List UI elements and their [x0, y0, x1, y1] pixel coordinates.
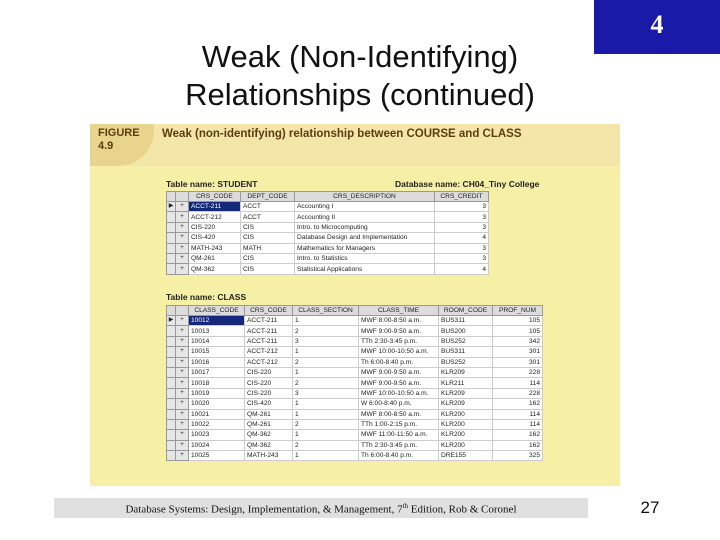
table-cell[interactable]: 10022: [189, 419, 245, 429]
expand-icon[interactable]: +: [176, 419, 189, 429]
table-cell[interactable]: ACCT-212: [245, 357, 293, 367]
table-row[interactable]: [167, 212, 489, 222]
expand-icon[interactable]: +: [176, 243, 189, 253]
table-cell[interactable]: 10025: [189, 451, 245, 461]
slide-title-line-1: Weak (Non-Identifying): [201, 39, 519, 74]
student-table-name: Table name: STUDENT: [166, 179, 258, 189]
record-selector[interactable]: [167, 399, 176, 409]
table-cell[interactable]: W 6:00-8:40 p.m.: [359, 399, 439, 409]
table-cell[interactable]: 3: [435, 253, 489, 263]
table-cell[interactable]: 10023: [189, 430, 245, 440]
table-cell[interactable]: 2: [293, 326, 359, 336]
table-cell[interactable]: 1: [293, 367, 359, 377]
expand-icon[interactable]: +: [176, 440, 189, 450]
table-cell[interactable]: Th 6:00-8:40 p.m.: [359, 451, 439, 461]
table-cell[interactable]: ACCT-211: [245, 316, 293, 326]
record-selector[interactable]: [167, 326, 176, 336]
column-header[interactable]: PROF_NUM: [493, 306, 543, 316]
table-cell[interactable]: 10021: [189, 409, 245, 419]
table-cell[interactable]: 10014: [189, 336, 245, 346]
table-cell[interactable]: 10016: [189, 357, 245, 367]
table-cell[interactable]: MWF 8:00-8:50 a.m.: [359, 316, 439, 326]
table-cell[interactable]: 2: [293, 357, 359, 367]
record-selector[interactable]: [167, 253, 176, 263]
table-cell[interactable]: Mathematics for Managers: [295, 243, 435, 253]
table-cell[interactable]: MWF 9:00-9:50 a.m.: [359, 367, 439, 377]
row-selector-header: [167, 192, 176, 202]
table-cell[interactable]: ACCT: [241, 212, 295, 222]
table-cell[interactable]: 228: [493, 367, 543, 377]
record-selector[interactable]: [167, 430, 176, 440]
table-cell[interactable]: KLR211: [439, 378, 493, 388]
table-cell[interactable]: Database Design and Implementation: [295, 233, 435, 243]
footer-text-before: Database Systems: Design, Implementation, & Management, 7: [125, 503, 403, 516]
table-cell[interactable]: Accounting II: [295, 212, 435, 222]
current-record-arrow-icon[interactable]: ▶: [167, 316, 176, 326]
table-cell[interactable]: ACCT: [241, 202, 295, 212]
table-row[interactable]: [167, 316, 543, 326]
table-cell[interactable]: 162: [493, 399, 543, 409]
table-cell[interactable]: Accounting I: [295, 202, 435, 212]
record-selector[interactable]: [167, 233, 176, 243]
class-table: [166, 305, 543, 461]
table-row[interactable]: [167, 202, 489, 212]
table-cell[interactable]: 3: [435, 202, 489, 212]
table-cell[interactable]: CIS-220: [245, 388, 293, 398]
figure-label-word: FIGURE: [98, 127, 140, 139]
table-cell[interactable]: 114: [493, 419, 543, 429]
figure-label-number: 4.9: [98, 140, 114, 152]
table-row[interactable]: [167, 326, 543, 336]
table-cell[interactable]: MWF 10:00-10:50 a.m.: [359, 388, 439, 398]
table-cell[interactable]: 301: [493, 347, 543, 357]
table-cell[interactable]: CIS: [241, 222, 295, 232]
table-row[interactable]: [167, 222, 489, 232]
table-cell[interactable]: 325: [493, 451, 543, 461]
table-cell[interactable]: KLR209: [439, 399, 493, 409]
table-row[interactable]: [167, 253, 489, 263]
record-selector[interactable]: [167, 451, 176, 461]
column-header[interactable]: CRS_CODE: [189, 192, 241, 202]
table-cell[interactable]: QM-362: [189, 264, 241, 274]
table-cell[interactable]: MWF 9:00-9:50 a.m.: [359, 326, 439, 336]
table-row[interactable]: [167, 233, 489, 243]
table-cell[interactable]: CIS-220: [245, 378, 293, 388]
table-cell[interactable]: KLR200: [439, 430, 493, 440]
row-selector-header: [176, 192, 189, 202]
column-header[interactable]: CRS_CODE: [245, 306, 293, 316]
table-cell[interactable]: 1: [293, 316, 359, 326]
column-header[interactable]: CRS_CREDIT: [435, 192, 489, 202]
table-cell[interactable]: DRE155: [439, 451, 493, 461]
table-cell[interactable]: Intro. to Statistics: [295, 253, 435, 263]
expand-icon[interactable]: +: [176, 367, 189, 377]
table-cell[interactable]: 2: [293, 419, 359, 429]
expand-icon[interactable]: +: [176, 316, 189, 326]
table-cell[interactable]: BUS311: [439, 316, 493, 326]
record-selector[interactable]: [167, 388, 176, 398]
table-cell[interactable]: Th 6:00-8:40 p.m.: [359, 357, 439, 367]
table-cell[interactable]: CIS: [241, 233, 295, 243]
footer-citation: [54, 502, 588, 516]
record-selector[interactable]: [167, 419, 176, 429]
table-cell[interactable]: 3: [435, 222, 489, 232]
figure-panel: [90, 124, 620, 486]
expand-icon[interactable]: +: [176, 388, 189, 398]
table-row[interactable]: [167, 451, 543, 461]
table-row[interactable]: [167, 347, 543, 357]
expand-icon[interactable]: +: [176, 212, 189, 222]
record-selector[interactable]: [167, 378, 176, 388]
table-cell[interactable]: TTh 2:30-3:45 p.m.: [359, 336, 439, 346]
table-cell[interactable]: ACCT-212: [189, 212, 241, 222]
table-cell[interactable]: CIS-420: [189, 233, 241, 243]
table-cell[interactable]: KLR200: [439, 409, 493, 419]
record-selector[interactable]: [167, 347, 176, 357]
record-selector[interactable]: [167, 243, 176, 253]
table-cell[interactable]: TTh 1:00-2:15 p.m.: [359, 419, 439, 429]
table-row[interactable]: [167, 399, 543, 409]
table-cell[interactable]: 228: [493, 388, 543, 398]
column-header[interactable]: CLASS_TIME: [359, 306, 439, 316]
table-cell[interactable]: MWF 9:00-9:50 a.m.: [359, 378, 439, 388]
table-cell[interactable]: 3: [435, 212, 489, 222]
row-selector-header: [176, 306, 189, 316]
table-cell[interactable]: ACCT-212: [245, 347, 293, 357]
table-row[interactable]: [167, 378, 543, 388]
expand-icon[interactable]: +: [176, 430, 189, 440]
table-cell[interactable]: BUS200: [439, 326, 493, 336]
expand-icon[interactable]: +: [176, 253, 189, 263]
record-selector[interactable]: [167, 264, 176, 274]
table-cell[interactable]: CIS-420: [245, 399, 293, 409]
table-cell[interactable]: 1: [293, 409, 359, 419]
record-selector[interactable]: [167, 212, 176, 222]
table-cell[interactable]: MATH: [241, 243, 295, 253]
table-cell[interactable]: KLR200: [439, 440, 493, 450]
table-cell[interactable]: KLR209: [439, 388, 493, 398]
table-cell[interactable]: 301: [493, 357, 543, 367]
table-cell[interactable]: Statistical Applications: [295, 264, 435, 274]
table-cell[interactable]: MWF 10:00-10:50 a.m.: [359, 347, 439, 357]
class-table-name: Table name: CLASS: [166, 292, 247, 302]
page-number: 27: [640, 498, 660, 517]
table-cell[interactable]: MATH-243: [245, 451, 293, 461]
column-header[interactable]: CLASS_SECTION: [293, 306, 359, 316]
table-cell[interactable]: QM-261: [245, 409, 293, 419]
column-header[interactable]: CLASS_CODE: [189, 306, 245, 316]
record-selector[interactable]: [167, 367, 176, 377]
table-cell[interactable]: 162: [493, 430, 543, 440]
table-cell[interactable]: 10019: [189, 388, 245, 398]
table-cell[interactable]: KLR209: [439, 367, 493, 377]
table-cell[interactable]: QM-362: [245, 430, 293, 440]
table-cell[interactable]: 2: [293, 378, 359, 388]
expand-icon[interactable]: +: [176, 222, 189, 232]
table-row[interactable]: [167, 367, 543, 377]
table-cell[interactable]: 105: [493, 316, 543, 326]
table-cell[interactable]: 10012: [189, 316, 245, 326]
column-header[interactable]: CRS_DESCRIPTION: [295, 192, 435, 202]
expand-icon[interactable]: +: [176, 357, 189, 367]
figure-caption: Weak (non-identifying) relationship between COURSE and CLASS: [162, 128, 522, 140]
table-cell[interactable]: TTh 2:30-3:45 p.m.: [359, 440, 439, 450]
student-table: [166, 191, 489, 275]
table-cell[interactable]: CIS: [241, 253, 295, 263]
table-cell[interactable]: 114: [493, 409, 543, 419]
class-table-header: [167, 306, 543, 316]
table-cell[interactable]: CIS: [241, 264, 295, 274]
table-cell[interactable]: Intro. to Microcomputing: [295, 222, 435, 232]
chapter-number: 4: [650, 10, 664, 39]
table-cell[interactable]: QM-261: [245, 419, 293, 429]
table-row[interactable]: [167, 388, 543, 398]
expand-icon[interactable]: +: [176, 326, 189, 336]
column-header[interactable]: DEPT_CODE: [241, 192, 295, 202]
student-table-header: [167, 192, 489, 202]
footer-superscript: th: [402, 502, 409, 510]
table-cell[interactable]: 4: [435, 233, 489, 243]
table-cell[interactable]: MATH-243: [189, 243, 241, 253]
table-cell[interactable]: 10015: [189, 347, 245, 357]
table-cell[interactable]: CIS-220: [245, 367, 293, 377]
table-row[interactable]: [167, 440, 543, 450]
table-row[interactable]: [167, 357, 543, 367]
table-cell[interactable]: 10020: [189, 399, 245, 409]
column-header[interactable]: ROOM_CODE: [439, 306, 493, 316]
record-selector[interactable]: [167, 409, 176, 419]
table-cell[interactable]: 2: [293, 440, 359, 450]
table-row[interactable]: [167, 419, 543, 429]
table-row[interactable]: [167, 264, 489, 274]
table-cell[interactable]: KLR200: [439, 419, 493, 429]
figure-label: [98, 127, 140, 153]
record-selector[interactable]: [167, 222, 176, 232]
table-cell[interactable]: 3: [435, 243, 489, 253]
table-cell[interactable]: BUS252: [439, 357, 493, 367]
table-cell[interactable]: 1: [293, 399, 359, 409]
expand-icon[interactable]: +: [176, 451, 189, 461]
table-cell[interactable]: 10017: [189, 367, 245, 377]
expand-icon[interactable]: +: [176, 378, 189, 388]
expand-icon[interactable]: +: [176, 202, 189, 212]
expand-icon[interactable]: +: [176, 399, 189, 409]
table-cell[interactable]: 4: [435, 264, 489, 274]
table-cell[interactable]: 3: [293, 388, 359, 398]
table-cell[interactable]: 1: [293, 347, 359, 357]
current-record-arrow-icon[interactable]: ▶: [167, 202, 176, 212]
table-cell[interactable]: 162: [493, 440, 543, 450]
table-row[interactable]: [167, 336, 543, 346]
expand-icon[interactable]: +: [176, 409, 189, 419]
table-cell[interactable]: 10013: [189, 326, 245, 336]
table-cell[interactable]: 10024: [189, 440, 245, 450]
table-cell[interactable]: 342: [493, 336, 543, 346]
table-cell[interactable]: MWF 8:00-8:50 a.m.: [359, 409, 439, 419]
record-selector[interactable]: [167, 357, 176, 367]
table-cell[interactable]: BUS311: [439, 347, 493, 357]
database-name: Database name: CH04_Tiny College: [395, 179, 540, 189]
table-row[interactable]: [167, 430, 543, 440]
table-row[interactable]: [167, 243, 489, 253]
footer-text-after: Edition, Rob & Coronel: [408, 503, 517, 516]
table-cell[interactable]: QM-362: [245, 440, 293, 450]
table-cell[interactable]: 1: [293, 430, 359, 440]
table-cell[interactable]: BUS252: [439, 336, 493, 346]
table-cell[interactable]: CIS-220: [189, 222, 241, 232]
table-cell[interactable]: 114: [493, 378, 543, 388]
slide-title-line-2: Relationships (continued): [185, 77, 535, 112]
table-cell[interactable]: ACCT-211: [245, 336, 293, 346]
expand-icon[interactable]: +: [176, 233, 189, 243]
row-selector-header: [167, 306, 176, 316]
record-selector[interactable]: [167, 440, 176, 450]
expand-icon[interactable]: +: [176, 347, 189, 357]
table-cell[interactable]: 3: [293, 336, 359, 346]
table-cell[interactable]: MWF 11:00-11:50 a.m.: [359, 430, 439, 440]
expand-icon[interactable]: +: [176, 264, 189, 274]
table-cell[interactable]: 105: [493, 326, 543, 336]
table-cell[interactable]: QM-261: [189, 253, 241, 263]
table-cell[interactable]: ACCT-211: [189, 202, 241, 212]
table-cell[interactable]: ACCT-211: [245, 326, 293, 336]
record-selector[interactable]: [167, 336, 176, 346]
table-row[interactable]: [167, 409, 543, 419]
expand-icon[interactable]: +: [176, 336, 189, 346]
table-cell[interactable]: 1: [293, 451, 359, 461]
table-cell[interactable]: 10018: [189, 378, 245, 388]
slide-title: [150, 38, 570, 114]
